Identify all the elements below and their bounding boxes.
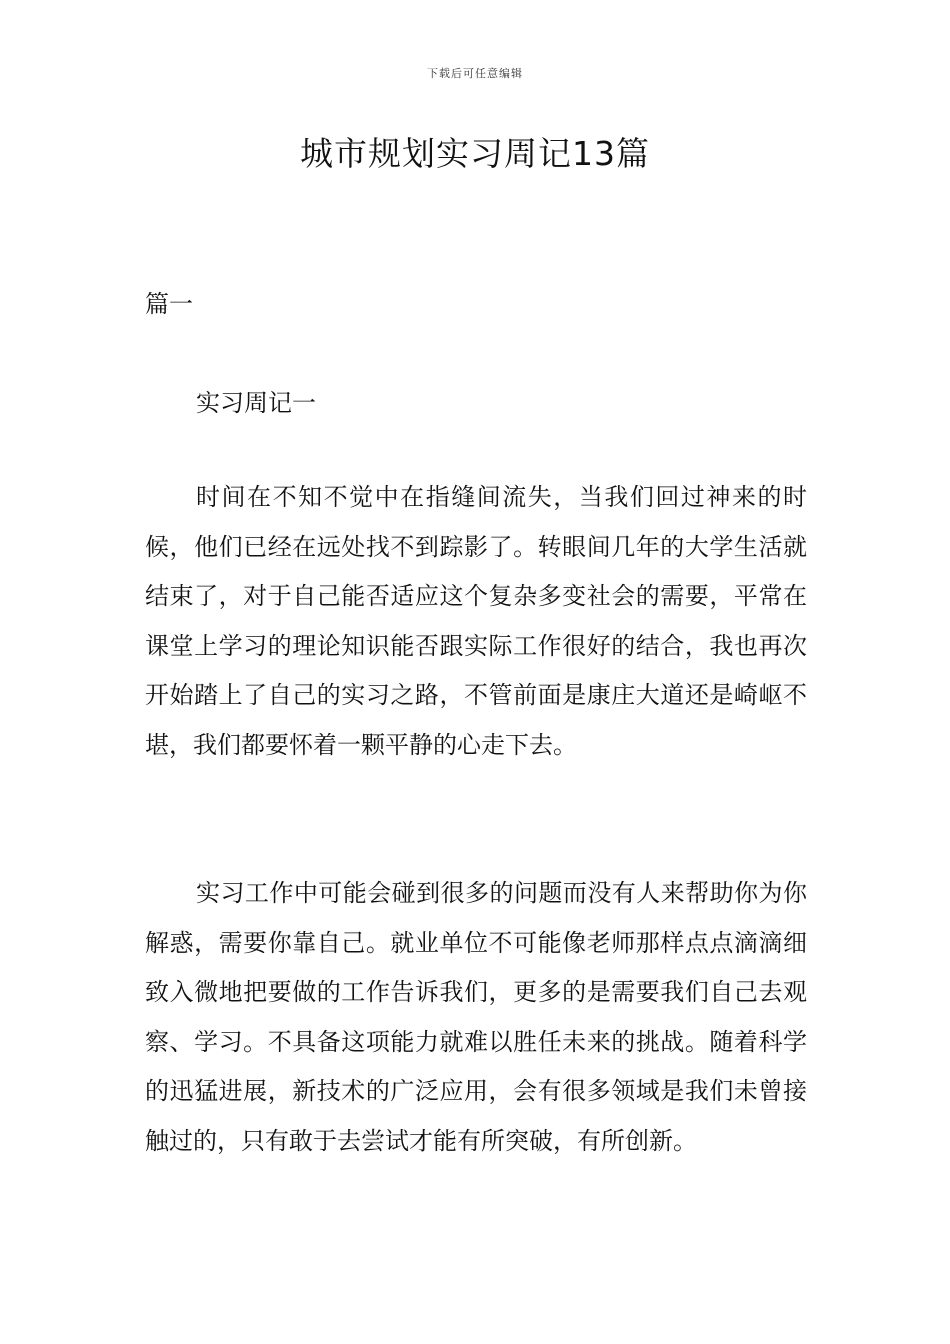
sub-heading: 实习周记一 xyxy=(196,389,316,417)
section-label: 篇一 xyxy=(145,290,193,318)
paragraph-1: 时间在不知不觉中在指缝间流失，当我们回过神来的时候，他们已经在远处找不到踪影了。转眼间几年的大学生活就结束了，对于自己能否适应这个复杂多变社会的需要，平常在课堂上学习的理论知识能否跟实际工作很好的结合，我也再次开始踏上了自己的实习之路，不管前面是康庄大道还是崎岖不堪，我们都要怀着一颗平静的心走下去。 xyxy=(145,483,807,759)
paragraph-2: 实习工作中可能会碰到很多的问题而没有人来帮助你为你解惑，需要你靠自己。就业单位不可能像老师那样点点滴滴细致入微地把要做的工作告诉我们，更多的是需要我们自己去观察、学习。不具备这项能力就难以胜任未来的挑战。随着科学的迅猛进展，新技术的广泛应用，会有很多领域是我们未曾接触过的，只有敢于去尝试才能有所突破，有所创新。 xyxy=(145,879,807,1155)
header-note: 下载后可任意编辑 xyxy=(427,67,523,80)
page-title: 城市规划实习周记13篇 xyxy=(300,134,650,173)
